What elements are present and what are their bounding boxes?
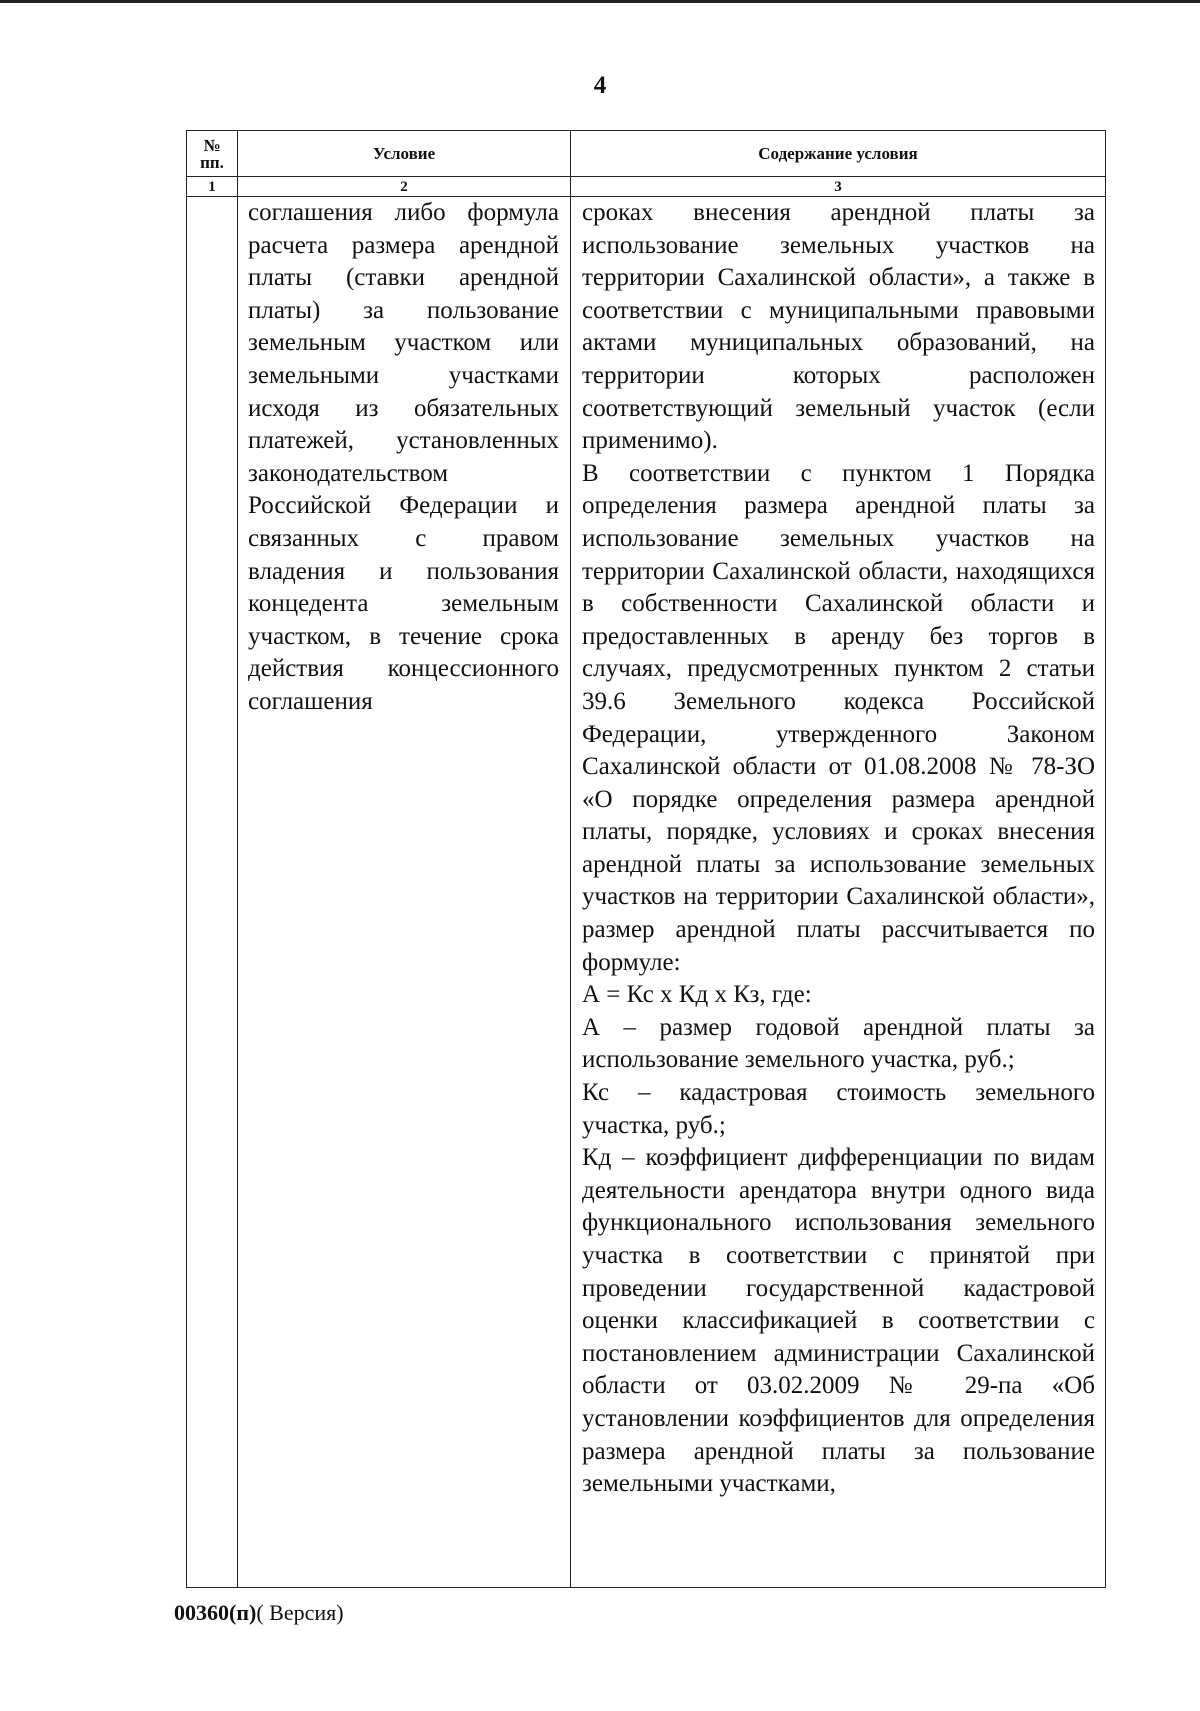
- header-condition-cell: Условие: [238, 131, 571, 177]
- conditions-table: [186, 130, 1106, 1588]
- content-paragraph: В соответствии с пунктом 1 Порядка определения размера арендной платы за использование земельных участков на территории Сахалинской области, находящихся в собственности Сахалинской области и предоставленных в аренду без торгов в случаях, предусмотренных пунктом 2 статьи 39.6 Земельного кодекса Российской Федерации, утвержденного Законом Сахалинской области от 01.08.2008 № 78-ЗО «О порядке определения размера арендной платы, порядке, условиях и сроках внесения арендной платы за использование земельных участков на территории Сахалинской области», размер арендной платы рассчитывается по формуле:: [582, 459, 1095, 976]
- content-paragraph: Кс – кадастровая стоимость земельного участка, руб.;: [582, 1079, 1095, 1139]
- header-number-cell: [187, 131, 238, 177]
- condition-text: соглашения либо формула расчета размера арендной платы (ставки арендной платы) за пользование земельным участком или земельными участками исходя из обязательных платежей, установленных законодательством Российской Федерации и связанных с правом владения и пользования концедента земельным участком, в течение срока действия концессионного соглашения: [248, 199, 559, 715]
- formula-line: А = Кс х Кд х Кз, где:: [582, 981, 812, 1009]
- table-index-row: [187, 177, 1106, 197]
- page-number: 4: [593, 72, 607, 99]
- header-number-symbol: №: [203, 135, 221, 155]
- condition-cell: [238, 197, 571, 1588]
- content-paragraph: Кд – коэффициент дифференциации по видам деятельности арендатора внутри одного вида функционального использования земельного участка в соответствии с принятой при проведении государственной кадастровой оценки классификацией в соответствии с постановлением администрации Сахалинской области от 03.02.2009 № 29-па «Об установлении коэффициентов для определения размера арендной платы за пользование земельными участками,: [582, 1144, 1095, 1498]
- document-version: ( Версия): [256, 1600, 344, 1625]
- content-paragraph: А – размер годовой арендной платы за использование земельного участка, руб.;: [582, 1013, 1095, 1074]
- table-row: [187, 197, 1106, 1588]
- document-code: 00360(п): [174, 1600, 257, 1625]
- row-number-cell: [187, 197, 238, 1588]
- content-cell: [571, 197, 1106, 1588]
- index-cell-2: 2: [238, 177, 571, 197]
- index-cell-1: 1: [187, 177, 238, 197]
- table-header-row: [187, 131, 1106, 177]
- top-border-line: [0, 0, 1200, 3]
- document-footer: [174, 1600, 344, 1626]
- header-number-abbr: пп.: [200, 152, 224, 172]
- content-text: [571, 197, 1105, 1501]
- content-paragraph: сроках внесения арендной платы за использование земельных участков на территории Сахалинской области», а также в соответствии с муниципальными правовыми актами муниципальных образований, на территории которых расположен соответствующий земельный участок (если применимо).: [582, 199, 1095, 455]
- header-content-cell: Содержание условия: [571, 131, 1106, 177]
- index-cell-3: 3: [571, 177, 1106, 197]
